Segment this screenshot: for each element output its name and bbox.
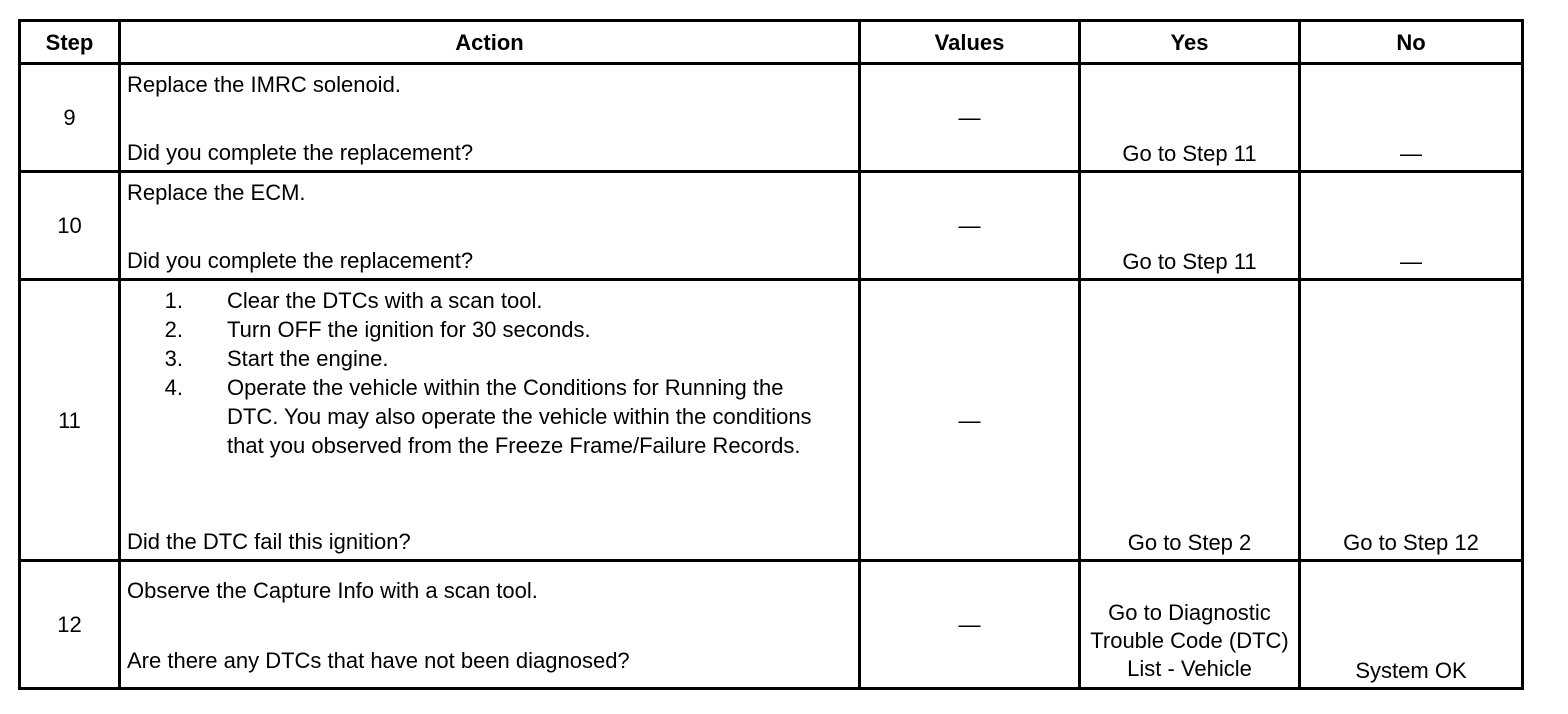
action-cell — [120, 172, 860, 280]
diagnostic-table — [18, 19, 1524, 690]
procedure-step-text: Start the engine. — [227, 346, 389, 371]
table-row — [20, 172, 1523, 280]
table-row — [20, 280, 1523, 561]
values-cell: — — [860, 64, 1080, 172]
header-yes: Yes — [1080, 21, 1300, 64]
header-no: No — [1300, 21, 1523, 64]
no-cell: — — [1300, 172, 1523, 280]
procedure-list — [127, 286, 852, 460]
step-number: 10 — [20, 172, 120, 280]
action-instruction: Replace the IMRC solenoid. — [127, 72, 401, 97]
procedure-step — [127, 286, 852, 315]
action-cell — [120, 561, 860, 689]
header-row — [20, 21, 1523, 64]
procedure-step-text: Clear the DTCs with a scan tool. — [227, 288, 543, 313]
step-number: 11 — [20, 280, 120, 561]
procedure-step-number: 2. — [164, 317, 183, 342]
action-question: Did you complete the replacement? — [127, 248, 474, 273]
step-number: 9 — [20, 64, 120, 172]
step-number: 12 — [20, 561, 120, 689]
yes-cell: Go to Step 2 — [1080, 280, 1300, 561]
action-cell — [120, 64, 860, 172]
procedure-step — [127, 315, 852, 344]
yes-cell — [1080, 561, 1300, 689]
no-cell: — — [1300, 64, 1523, 172]
procedure-step-text: Operate the vehicle within the Conditions for Running the DTC. You may also operate the vehicle within the conditions that you observed from the Freeze Frame/Failure Records. — [227, 375, 812, 458]
values-cell: — — [860, 172, 1080, 280]
yes-cell: Go to Step 11 — [1080, 172, 1300, 280]
yes-cell-text: Go to Diagnostic Trouble Code (DTC) List - Vehicle — [1090, 600, 1289, 681]
no-cell: Go to Step 12 — [1300, 280, 1523, 561]
procedure-step-number: 1. — [164, 288, 183, 313]
action-question: Are there any DTCs that have not been diagnosed? — [127, 648, 630, 673]
table-row — [20, 64, 1523, 172]
header-step: Step — [20, 21, 120, 64]
action-question: Did the DTC fail this ignition? — [127, 529, 411, 554]
header-values: Values — [860, 21, 1080, 64]
values-cell: — — [860, 280, 1080, 561]
yes-cell: Go to Step 11 — [1080, 64, 1300, 172]
action-cell — [120, 280, 860, 561]
procedure-step-number: 4. — [164, 375, 183, 400]
no-cell: System OK — [1300, 561, 1523, 689]
action-instruction: Observe the Capture Info with a scan tool. — [127, 578, 538, 603]
action-question: Did you complete the replacement? — [127, 140, 474, 165]
procedure-step — [127, 344, 852, 373]
procedure-step — [127, 373, 852, 460]
procedure-step-text: Turn OFF the ignition for 30 seconds. — [227, 317, 591, 342]
table-row — [20, 561, 1523, 689]
header-action: Action — [120, 21, 860, 64]
values-cell: — — [860, 561, 1080, 689]
procedure-step-number: 3. — [164, 346, 183, 371]
action-instruction: Replace the ECM. — [127, 180, 306, 205]
